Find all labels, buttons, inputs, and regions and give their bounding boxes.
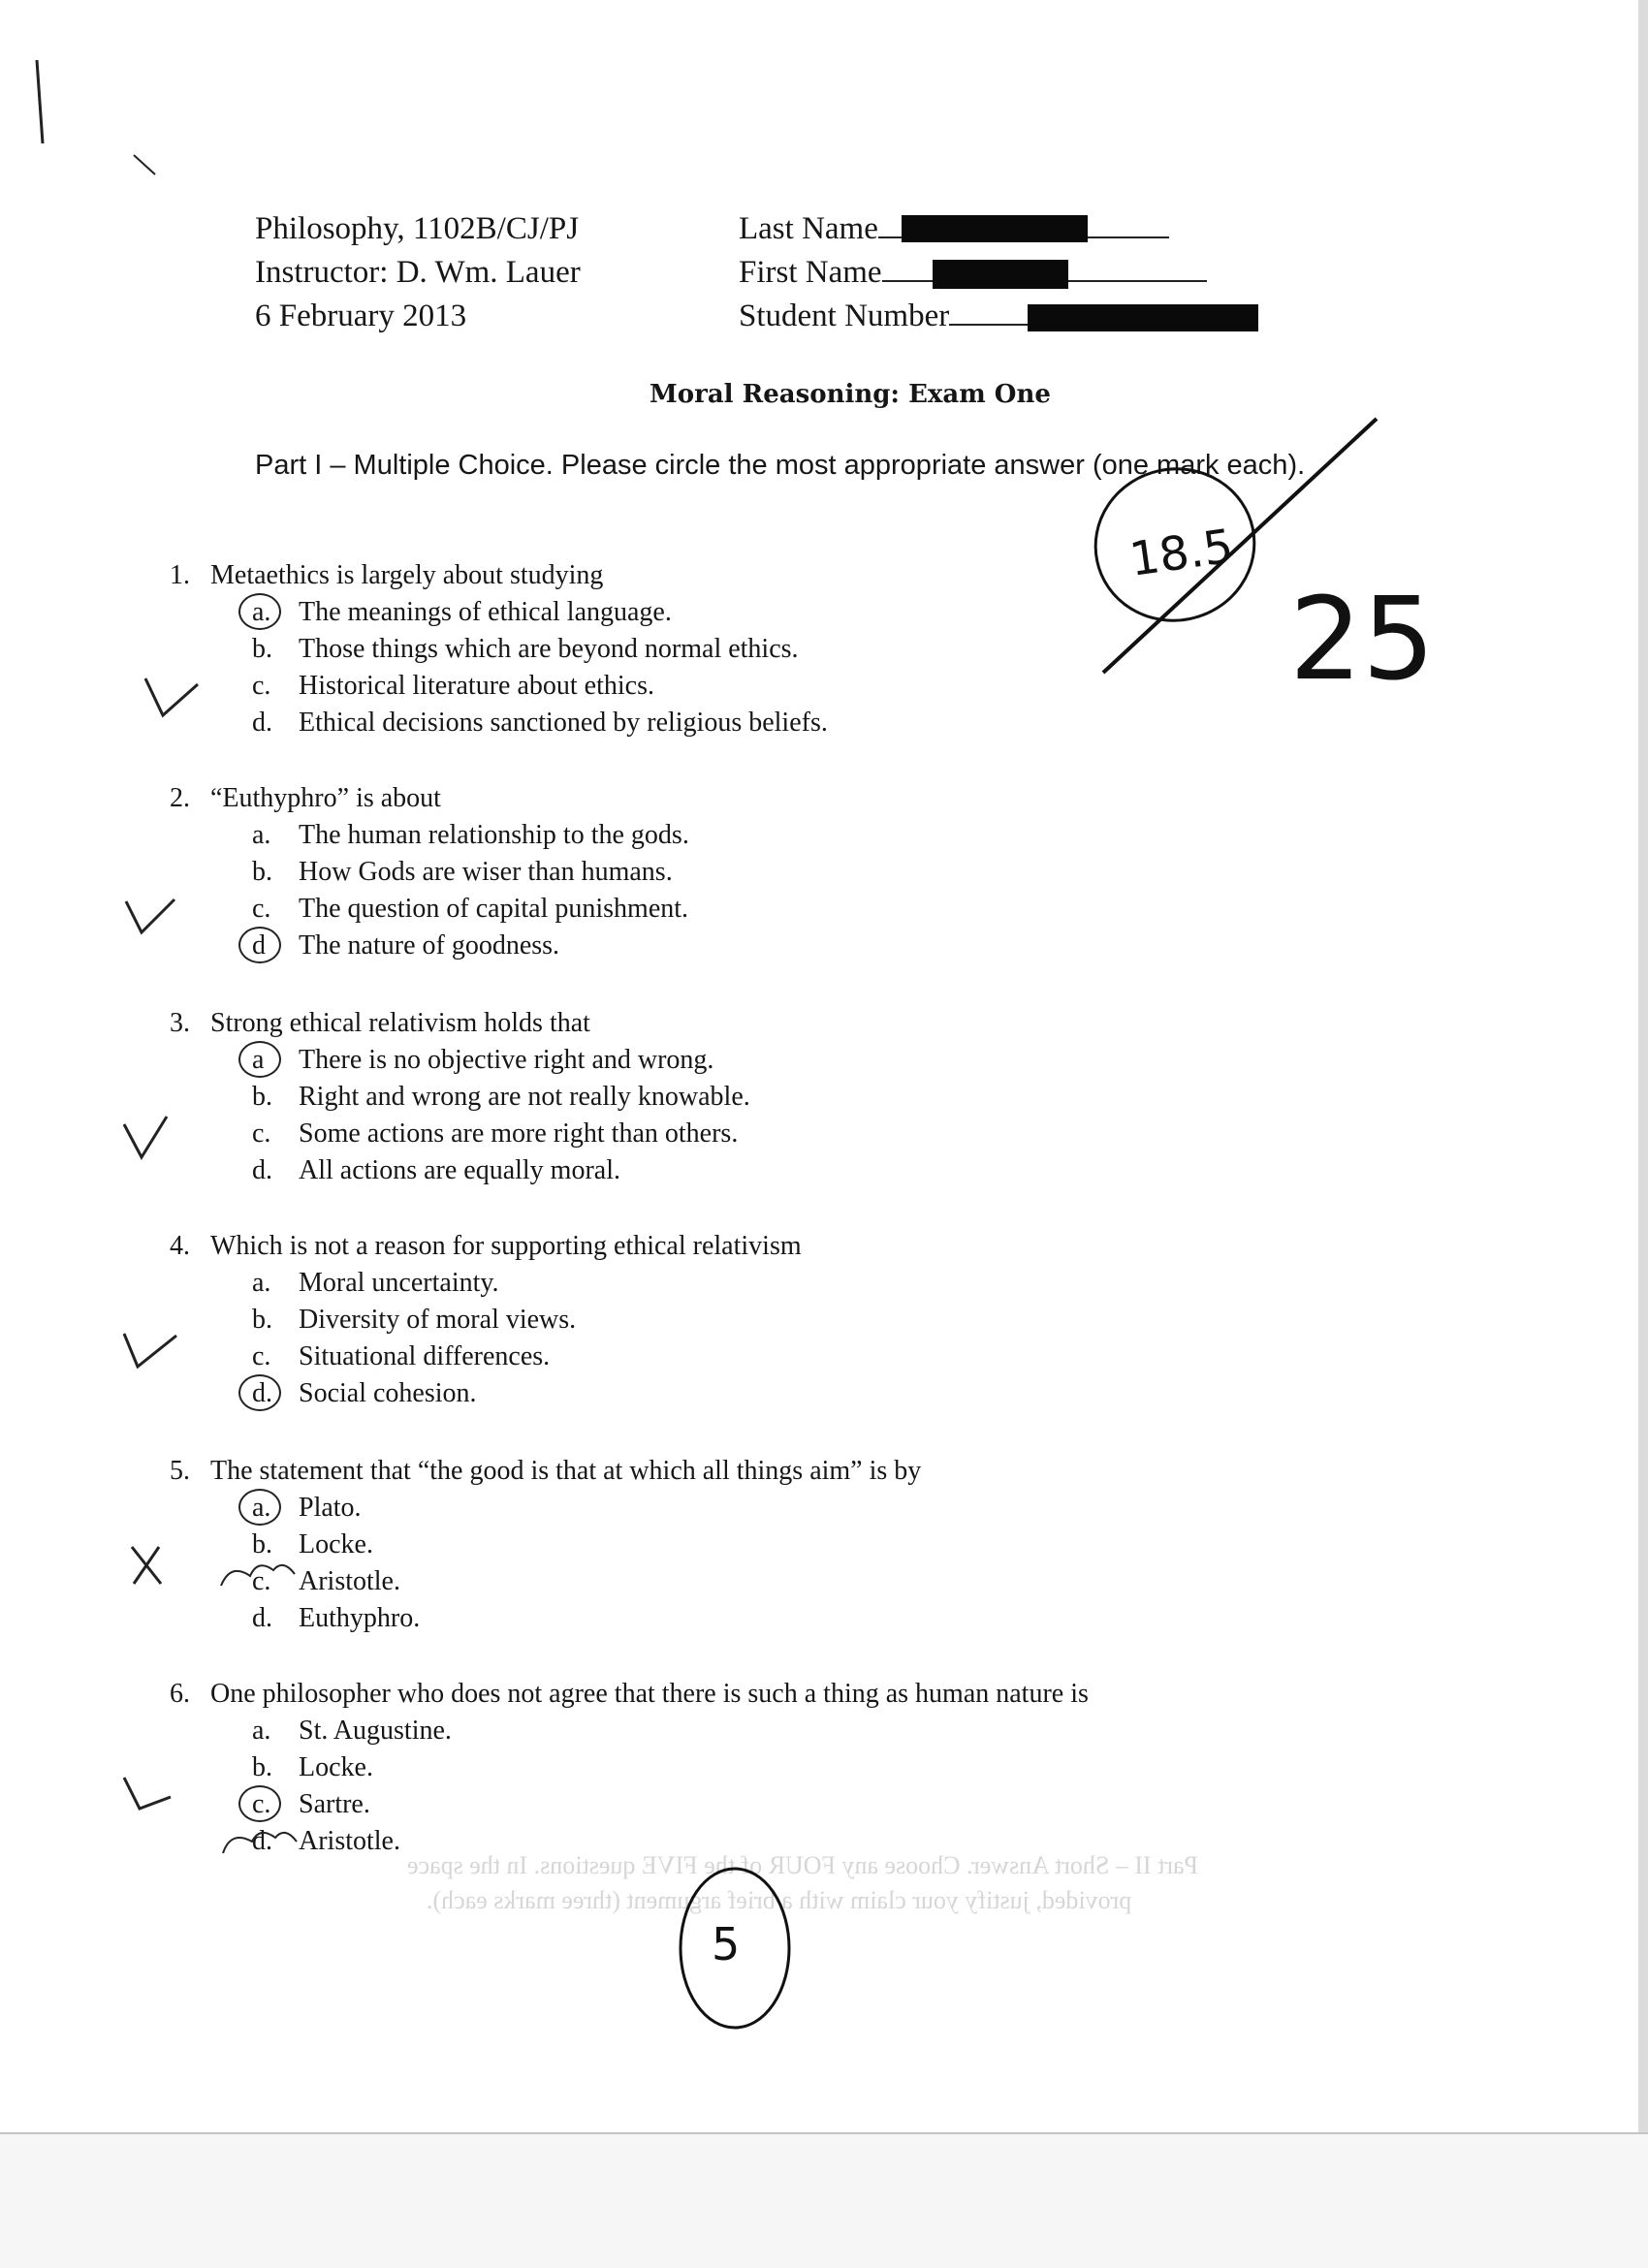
redaction-bar [1028,304,1258,331]
option-text: Situational differences. [299,1341,551,1371]
option-text: Ethical decisions sanctioned by religious beliefs. [299,708,828,738]
question-stem: Metaethics is largely about studying [210,560,604,590]
option-letter: c. [252,1118,271,1149]
option-letter: a. [252,820,271,850]
option-text: Aristotle. [299,1826,400,1856]
question-number: 5. [170,1456,190,1486]
grade-cross-icon [132,1547,161,1584]
grade-check-icon [126,899,174,932]
option-letter: b. [252,1529,272,1559]
grade-check-icon [124,1117,167,1157]
option-text: Moral uncertainty. [299,1268,499,1298]
option-letter: c. [252,1566,271,1596]
option-letter: d [252,930,266,961]
option-text: Those things which are beyond normal ethics. [299,634,799,664]
option-text: All actions are equally moral. [299,1155,620,1185]
first-name-label: First Name [739,255,882,290]
page-score: 5 [712,1918,741,1970]
question-number: 2. [170,783,190,813]
option-letter: b. [252,1752,272,1782]
option-letter: d. [252,1155,272,1185]
scan-edge-right [1638,0,1648,2266]
option-letter: a. [252,1493,271,1523]
option-text: Diversity of moral views. [299,1305,577,1335]
option-letter: c. [252,894,271,924]
exam-header-left [255,207,581,338]
option-text: Right and wrong are not really knowable. [299,1082,750,1112]
option-text: The question of capital punishment. [299,894,689,924]
option-letter: a. [252,597,271,627]
circled-answer-mark [238,1785,281,1822]
circled-answer-mark [238,1041,281,1078]
question-number: 6. [170,1679,190,1709]
instructor-name: Instructor: D. Wm. Lauer [255,255,581,290]
circled-answer-mark [238,927,281,963]
circled-answer-mark [238,1489,281,1526]
option-text: Plato. [299,1493,362,1523]
score-total: 25 [1289,572,1436,706]
question-stem: The statement that “the good is that at which all things aim” is by [210,1456,922,1486]
last-name-label: Last Name [739,211,878,246]
option-text: St. Augustine. [299,1716,452,1746]
margin-stroke [134,155,155,174]
margin-stroke [37,60,43,143]
option-letter: b. [252,1082,272,1112]
option-letter: a [252,1045,265,1075]
option-text: Locke. [299,1752,373,1782]
course-code: Philosophy, 1102B/CJ/PJ [255,211,580,246]
question-number: 3. [170,1008,190,1038]
option-text: Historical literature about ethics. [299,671,654,701]
question-stem: “Euthyphro” is about [210,783,441,813]
bleed-through-line: provided, justify your claim with a brief argument (three marks each). [427,1886,1132,1914]
circled-answer-mark [238,1374,281,1411]
option-text: Locke. [299,1529,373,1559]
option-text: Euthyphro. [299,1603,421,1633]
grade-check-icon [124,1334,176,1367]
student-number-label: Student Number [739,299,950,333]
option-letter: d. [252,1378,272,1408]
question-stem: Strong ethical relativism holds that [210,1008,590,1038]
option-letter: b. [252,857,272,887]
option-letter: d. [252,1603,272,1633]
question-number: 1. [170,560,190,590]
option-text: The meanings of ethical language. [299,597,672,627]
option-letter: d. [252,708,272,738]
question-stem: Which is not a reason for supporting ethical relativism [210,1231,802,1261]
grade-check-icon [145,678,198,715]
option-text: Aristotle. [299,1566,400,1596]
option-letter: c. [252,671,271,701]
bleed-through-line: Part II – Short Answer. Choose any FOUR of the FIVE questions. In the space [407,1851,1199,1879]
scan-edge-bottom [0,2132,1648,2268]
option-letter: a. [252,1268,271,1298]
redaction-bar [933,260,1068,289]
option-text: Social cohesion. [299,1378,477,1408]
option-text: How Gods are wiser than humans. [299,857,673,887]
option-letter: c. [252,1341,271,1371]
grade-check-icon [124,1778,171,1809]
option-letter: a. [252,1716,271,1746]
option-letter: b. [252,1305,272,1335]
option-letter: b. [252,634,272,664]
option-text: Some actions are more right than others. [299,1118,739,1149]
option-letter: d. [252,1826,272,1856]
option-text: Sartre. [299,1789,370,1819]
option-letter: c. [252,1789,271,1819]
exam-title: Moral Reasoning: Exam One [650,380,1051,409]
option-text: The human relationship to the gods. [299,820,689,850]
circled-answer-mark [238,593,281,630]
question-stem: One philosopher who does not agree that there is such a thing as human nature is [210,1679,1089,1709]
exam-date: 6 February 2013 [255,299,467,333]
option-text: There is no objective right and wrong. [299,1045,714,1075]
redaction-bar [902,215,1088,242]
option-text: The nature of goodness. [299,930,560,961]
question-number: 4. [170,1231,190,1261]
score-earned: 18.5 [1125,519,1237,587]
part-one-instructions: Part I – Multiple Choice. Please circle the most appropriate answer (one mark each). [255,450,1306,481]
